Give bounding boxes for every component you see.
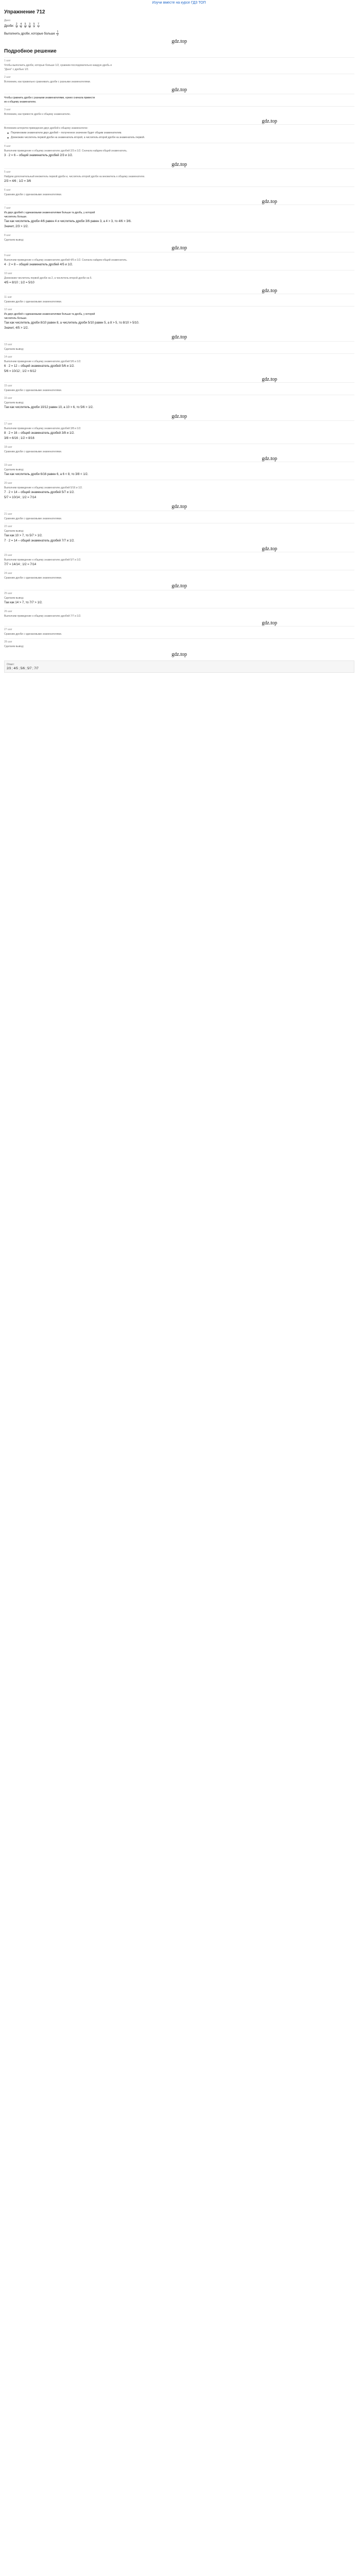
solution-step [4,187,354,199]
step-label: 20 шаг [4,482,12,485]
math-line: Так как числитель дроби 4/6 равен 4 и числитель дроби 3/6 равен 3, а 4 > 3, то 4/6 > 3/6. [4,220,132,223]
step-text: Вспомним алгоритм приведения двух дробей к общему знаменателю: [4,127,88,130]
solution-step [4,570,354,582]
step-text: Найдем дополнительный множитель первой дроби и, числитель второй дроби на множитель к общему знаменателю. [4,175,145,178]
fraction: $\frac{5}{6}$ [24,23,26,29]
solution-step [4,106,354,118]
step-text: Из двух дробей с одинаковыми знаменателями больше та дробь, у которой [4,313,95,316]
step-text: Вспомним, как правильно сравнивать дроби с разными знаменателями. [4,80,91,83]
task-question: Выполнить дроби, которые больше $\frac{1}{2}$ [4,30,59,37]
step-text: Чтобы сравнить дроби с разными знаменателями, нужно сначала привести [4,96,95,99]
solution-step [4,590,354,608]
solution-step [4,294,354,306]
bullet-text: Домножим числитель первой дроби на знаменатель второй, а числитель второй дроби на знаменатель первой. [11,136,145,139]
step-label: 9 шаг [4,254,11,257]
bullet-dot [7,137,9,139]
fraction: $\frac{4}{5}$ [20,23,22,29]
math-line: 7/7 = 14/14 ; 1/2 = 7/14 [4,563,37,566]
solution-steps [4,57,354,657]
watermark: gdz.top [172,39,187,44]
solution-step [4,420,354,444]
step-label: 18 шаг [4,446,12,449]
bullet-item [7,131,354,135]
bullet-text: Перемножим знаменатели двух дробей – полученное значение будет общим знаменателем. [11,131,122,134]
step-label: 19 шаг [4,464,12,467]
fraction: $\frac{7}{7}$ [38,23,39,29]
math-line: 3/8 = 6/16 ; 1/2 = 8/16 [4,437,35,440]
math-line: Так как числитель дроби 6/16 равен 6, а 6 < 8, то 3/8 < 1/2. [4,473,89,476]
step-label: 12 шаг [4,308,12,311]
solution-step [4,232,354,244]
step-label: 4 шаг [4,145,11,148]
step-label: 17 шаг [4,422,12,426]
watermark: gdz.top [172,334,187,340]
math-line: 4/5 = 8/10 ; 1/2 = 5/10 [4,281,35,284]
step-label: 5 шаг [4,171,11,174]
step-label: 7 шаг [4,207,11,210]
fraction: $\frac{2}{3}$ [15,23,18,29]
step-text: Сделаем вывод: [4,239,24,242]
step-text: Сделаем вывод: [4,468,24,471]
solution-step [4,57,354,74]
step-label: 25 шаг [4,592,12,595]
step-label: 1 шаг [4,59,11,62]
step-text: Сравним дроби с одинаковыми знаменателями. [4,300,62,303]
step-text: Сделаем вывод: [4,348,24,351]
step-text: Сравним дроби с одинаковыми знаменателями. [4,389,62,392]
task-fractions [4,23,354,29]
step-label: 21 шаг [4,513,12,516]
math-line: 5/7 = 10/14 ; 1/2 = 7/14 [4,496,37,499]
solution-step [4,444,354,456]
solution-step [4,626,354,638]
watermark: gdz.top [172,652,187,657]
step-label: 24 шаг [4,572,12,575]
solution-step [4,462,354,480]
answer-box [4,660,354,673]
watermark: gdz.top [172,87,187,93]
step-text: числитель больше. [4,317,27,320]
step-text: Выполним приведение к общему знаменателю дробей 5/16 и 1/2. [4,486,83,489]
watermark: gdz.top [172,245,187,251]
step-label: 14 шаг [4,355,12,359]
watermark: gdz.top [172,583,187,589]
fraction: $\frac{3}{8}$ [29,23,31,29]
math-line: 6 · 2 = 12 – общий знаменатель дробей 5/6 и 1/2. [4,365,75,368]
watermark: gdz.top [262,456,277,462]
step-text: Выполним приведение к общему знаменателю дробей 7/7 и 1/2. [4,615,81,618]
solution-step [4,94,354,106]
solution-step [4,124,354,143]
math-line: 7 · 2 = 14 – общий знаменатель дробей 7/7 и 1/2. [4,539,75,543]
solution-step [4,74,354,86]
solution-step [4,480,354,503]
solution-step [4,205,354,232]
math-line: 8 · 2 = 16 – общий знаменатель дробей 3/8 и 1/2. [4,432,75,435]
solution-step [4,270,354,288]
watermark: gdz.top [262,377,277,382]
step-label: 13 шаг [4,343,12,346]
step-text: Сравним дроби с одинаковыми знаменателями. [4,517,62,520]
watermark: gdz.top [172,504,187,510]
step-label: 10 шаг [4,272,12,275]
step-label: 23 шаг [4,554,12,557]
watermark: gdz.top [172,162,187,167]
math-line: 4 · 2 = 8 – общий знаменатель дробей 4/5 и 1/2. [4,263,73,266]
answer-label: Ответ: [7,663,15,666]
task-label: Дано: [4,19,11,22]
solution-step [4,638,354,651]
step-text: "Дано" с дробью 1/2. [4,68,29,71]
step-text: Домножим числитель первой дроби на 2, а числитель второй дроби на 5. [4,277,92,280]
step-label: 15 шаг [4,384,12,387]
watermark: gdz.top [262,199,277,205]
step-label: 3 шаг [4,108,11,111]
page-title: Упражнение 712 [4,9,45,15]
watermark: gdz.top [262,546,277,552]
step-text: Чтобы выполнить дроби, которые больше 1/2, сравним последовательно каждую дробь и [4,64,112,67]
exercise-page [4,7,354,673]
math-line: 7 · 2 = 14 – общий знаменатель дробей 5/7 и 1/2. [4,491,75,494]
step-text: Сделаем вывод: [4,597,24,600]
bullet-item [7,136,354,140]
step-label: 26 шаг [4,610,12,613]
solution-step [4,143,354,161]
step-label: 2 шаг [4,76,11,79]
step-text: Сравним дроби с одинаковыми знаменателями. [4,577,62,580]
step-text: Сделаем вывод: [4,401,24,404]
step-text: Сделаем вывод: [4,645,24,648]
math-line: Так как 14 > 7, то 7/7 > 1/2. [4,601,43,604]
step-label: 28 шаг [4,640,12,643]
step-text: их к общему знаменателю. [4,100,37,104]
course-link[interactable]: Изучи вместе на курсе ГДЗ ТОП [152,1,206,5]
fraction: $\frac{5}{7}$ [33,23,35,29]
solution-step [4,608,354,620]
math-line: Так как числитель дроби 10/12 равен 10, а 10 > 6, то 5/6 > 1/2. [4,406,94,409]
step-text: Выполним приведение к общему знаменателю дробей 3/8 и 1/2. [4,427,81,430]
math-line: Так как числитель дроби 8/10 равен 8, а числитель дроби 5/10 равен 5, а 8 > 5, то 8/10 > 5/10. [4,321,140,325]
step-text: Сравним дроби с одинаковыми знаменателями. [4,450,62,453]
solution-step [4,306,354,333]
math-line: Значит, 2/3 > 1/2. [4,225,29,228]
step-text: Вспомним, как привести дроби к общему знаменателю. [4,113,71,116]
solution-step [4,552,354,570]
solution-step [4,168,354,187]
bullet-dot [7,132,9,134]
step-text: Выполним приведение к общему знаменателю дробей 5/7 и 1/2. [4,558,81,562]
solution-step [4,511,354,523]
step-label: 22 шаг [4,525,12,528]
math-line: 2/3 = 4/6 ; 1/2 = 3/6 [4,180,31,183]
answer-value: 2/3 ; 4/5 ; 5/6 ; 5/7 ; 7/7 [7,667,39,670]
step-text: Сравним дроби с одинаковыми знаменателями. [4,633,62,636]
task-prefix: Дроби: [4,25,14,28]
solution-step [4,353,354,377]
step-label: 16 шаг [4,397,12,400]
step-text: Выполним приведение к общему знаменателю дробей 4/5 и 1/2. Сначала найдем общий знаменатель. [4,259,128,262]
watermark: gdz.top [262,620,277,626]
solution-step [4,382,354,395]
watermark: gdz.top [262,288,277,294]
step-label: 6 шаг [4,189,11,192]
step-label: 27 шаг [4,628,12,631]
step-text: Сравним дроби с одинаковыми знаменателями. [4,193,62,196]
step-text: Из двух дробей с одинаковыми знаменателями больше та дробь, у которой [4,211,95,214]
solution-step [4,523,354,546]
watermark: gdz.top [172,414,187,419]
solution-title: Подробное решение [4,48,57,54]
watermark: gdz.top [262,118,277,124]
step-text: числитель больше. [4,215,27,218]
step-text: Выполним приведение к общему знаменателю дробей 5/6 и 1/2. [4,360,81,363]
math-line: 3 · 2 = 6 – общий знаменатель дробей 2/3 и 1/2. [4,154,73,157]
solution-step [4,341,354,353]
step-label: 11 шаг [4,296,12,299]
math-line: 5/6 = 10/12 ; 1/2 = 6/12 [4,370,37,373]
math-line: Так как 10 > 7, то 5/7 > 1/2. [4,534,43,537]
step-text: Сделаем вывод: [4,530,24,533]
solution-step [4,395,354,413]
solution-step [4,252,354,270]
step-text: Выполним приведение к общему знаменателю дробей 2/3 и 1/2. Сначала найдем общий знаменатель. [4,149,128,152]
math-line: Значит, 4/5 > 1/2. [4,327,29,330]
step-label: 8 шаг [4,234,11,237]
